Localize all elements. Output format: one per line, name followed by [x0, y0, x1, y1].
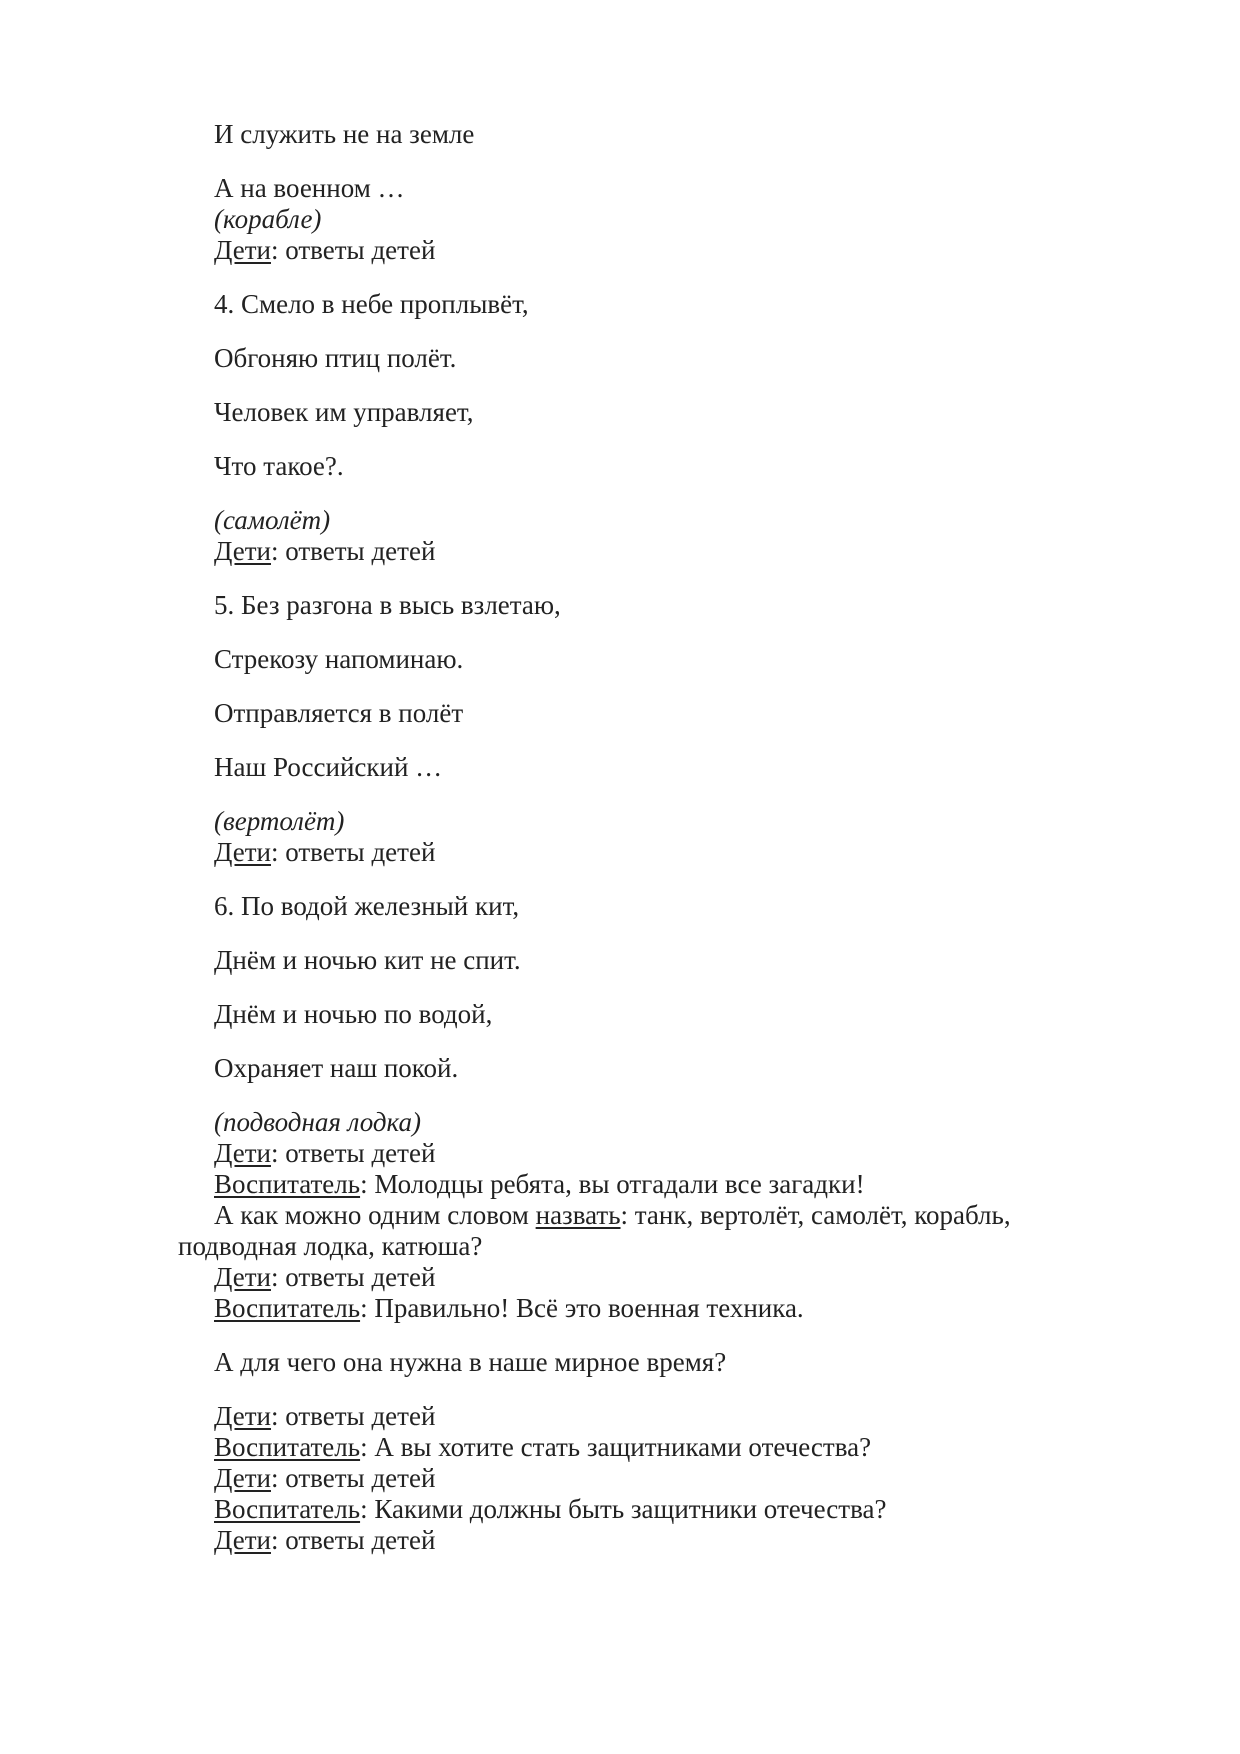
speaker-label: Дети: [214, 1138, 271, 1168]
dialogue-line: [214, 1431, 871, 1463]
dialogue-line: [214, 1400, 435, 1432]
speaker-label: Дети: [214, 1463, 271, 1493]
speaker-label: Дети: [214, 837, 271, 867]
speaker-label: Дети: [214, 1262, 271, 1292]
dialogue-text: : ответы детей: [270, 235, 436, 265]
dialogue-line: [214, 1168, 865, 1200]
dialogue-text: : ответы детей: [270, 1138, 436, 1168]
dialogue-line: подводная лодка, катюша?: [178, 1231, 483, 1261]
riddle-line: 5. Без разгона в высь взлетаю,: [214, 590, 561, 620]
dialogue-text: : А вы хотите стать защитниками отечества?: [360, 1432, 872, 1462]
dialogue-line: [214, 234, 435, 266]
riddle-line: Днём и ночью по водой,: [214, 999, 493, 1029]
underlined-word: назвать: [535, 1200, 621, 1230]
dialogue-text: : ответы детей: [270, 1525, 436, 1555]
speaker-label: Дети: [214, 1525, 271, 1555]
riddle-line: Охраняет наш покой.: [214, 1053, 459, 1083]
dialogue-text: : танк, вертолёт, самолёт, корабль,: [620, 1200, 1011, 1230]
riddle-line: 4. Смело в небе проплывёт,: [214, 289, 529, 319]
dialogue-line: [214, 1199, 1011, 1231]
dialogue-text: : Какими должны быть защитники отечества?: [360, 1494, 887, 1524]
dialogue-text: : ответы детей: [270, 536, 436, 566]
dialogue-line: [214, 1462, 435, 1494]
riddle-line: А на военном …: [214, 173, 405, 203]
dialogue-text: : ответы детей: [270, 1401, 436, 1431]
speaker-label: Воспитатель: [214, 1169, 361, 1199]
dialogue-text: : Молодцы ребята, вы отгадали все загадки!: [360, 1169, 865, 1199]
riddle-line: Человек им управляет,: [214, 397, 474, 427]
dialogue-line: [214, 1493, 886, 1525]
speaker-label: Дети: [214, 1401, 271, 1431]
riddle-answer: (самолёт): [214, 505, 331, 535]
speaker-label: Дети: [214, 235, 271, 265]
speaker-label: Дети: [214, 536, 271, 566]
dialogue-text: А как можно одним словом: [214, 1200, 536, 1230]
dialogue-text: : ответы детей: [270, 837, 436, 867]
dialogue-line: [214, 1261, 435, 1293]
riddle-line: И служить не на земле: [214, 119, 475, 149]
riddle-line: Что такое?.: [214, 451, 344, 481]
riddle-line: 6. По водой железный кит,: [214, 891, 520, 921]
dialogue-line: [214, 535, 435, 567]
riddle-line: Отправляется в полёт: [214, 698, 464, 728]
riddle-line: Наш Российский …: [214, 752, 443, 782]
dialogue-line: [214, 1524, 435, 1556]
dialogue-line: [214, 1137, 435, 1169]
dialogue-line: А для чего она нужна в наше мирное время?: [214, 1347, 727, 1377]
dialogue-line: [214, 836, 435, 868]
dialogue-text: : ответы детей: [270, 1463, 436, 1493]
riddle-line: Днём и ночью кит не спит.: [214, 945, 521, 975]
riddle-answer: (подводная лодка): [214, 1107, 422, 1137]
speaker-label: Воспитатель: [214, 1494, 361, 1524]
speaker-label: Воспитатель: [214, 1293, 361, 1323]
riddle-answer: (корабле): [214, 204, 322, 234]
riddle-line: Стрекозу напоминаю.: [214, 644, 464, 674]
dialogue-text: : ответы детей: [270, 1262, 436, 1292]
riddle-answer: (вертолёт): [214, 806, 345, 836]
dialogue-text: : Правильно! Всё это военная техника.: [360, 1293, 804, 1323]
riddle-line: Обгоняю птиц полёт.: [214, 343, 457, 373]
speaker-label: Воспитатель: [214, 1432, 361, 1462]
dialogue-line: [214, 1292, 804, 1324]
